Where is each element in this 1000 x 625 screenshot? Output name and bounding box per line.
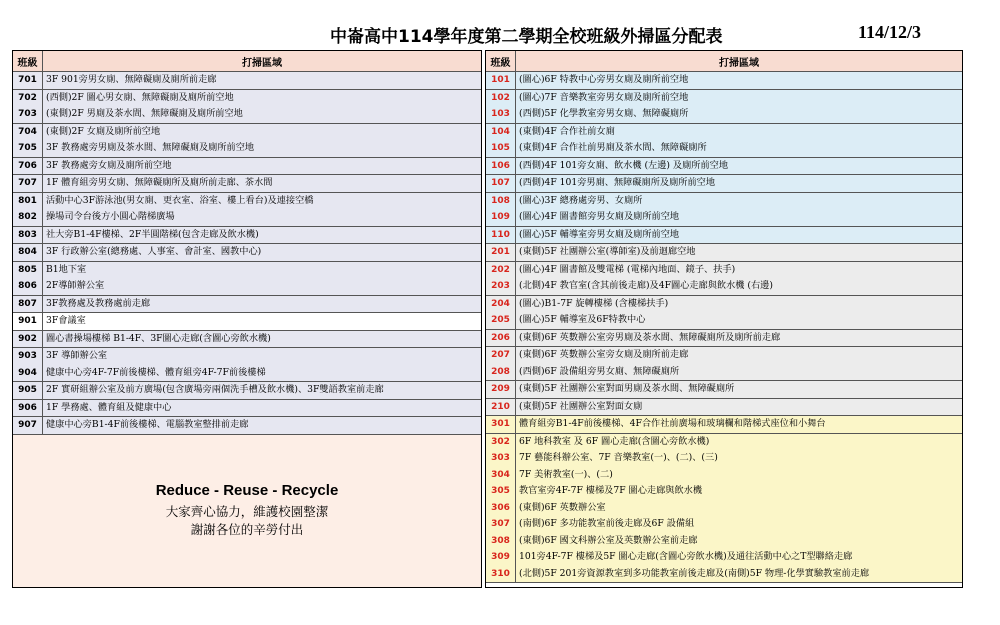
class-number: 305 [491,486,510,496]
area-column [43,90,481,123]
class-number-column [13,348,43,381]
class-group [13,193,481,227]
cleaning-area: 圖心書操場樓梯 B1-4F、3F圖心走廊(含圖心旁飲水機) [46,332,271,344]
cleaning-area: (西側)4F 101旁男廁、無障礙廁所及廁所前空地 [519,177,716,188]
class-number: 703 [18,109,37,119]
area-column [516,347,962,380]
class-group [13,417,481,435]
area-column [43,331,481,348]
area-column [43,262,481,295]
class-number: 309 [491,552,510,562]
class-number-column [486,296,516,329]
class-group [486,90,962,124]
left-table-header [13,51,481,72]
class-group [486,416,962,434]
cleaning-area: 3F 教務處旁男廁及茶水間、無障礙廁及廁所前空地 [46,142,255,153]
class-number-column [486,381,516,398]
class-number: 806 [18,281,37,291]
class-number: 206 [491,332,510,343]
cleaning-area: 3F 行政辦公室(總務處、人事室、會計室、國教中心) [46,246,262,257]
cleaning-area: 教官室旁4F-7F 樓梯及7F 圖心走廊與飲水機 [519,485,703,496]
class-number: 906 [18,402,37,413]
cleaning-area: (東側)6F 英數辦公室旁男廁及茶水間、無障礙廁所及廁所前走廊 [519,331,781,343]
cleaning-area: (圖心)4F 圖書館旁男女廁及廁所前空地 [519,211,680,222]
left-table [12,50,482,588]
class-number-column [13,90,43,123]
class-number-column [13,193,43,226]
class-number-column [486,434,516,583]
class-number: 109 [491,212,510,222]
class-number-column [13,124,43,157]
class-number: 907 [18,420,37,430]
class-number: 106 [491,160,510,171]
class-number: 205 [491,315,510,325]
cleaning-area: 3F 教務處旁女廁及廁所前空地 [46,159,172,171]
slogan-english: Reduce - Reuse - Recycle [155,482,339,499]
area-column [516,244,962,261]
class-number-column [13,417,43,434]
class-number-column [486,72,516,89]
cleaning-area: 2F導師辦公室 [46,280,105,291]
class-number: 901 [18,316,37,326]
cleaning-area: 活動中心3F游泳池(男女廁、更衣室、浴室、樓上看台)及連接空橋 [46,194,314,206]
area-column [516,399,962,416]
class-group [486,124,962,158]
area-column [43,400,481,417]
class-group [486,193,962,227]
class-number: 802 [18,212,37,222]
class-number: 210 [491,401,510,412]
area-column [516,262,962,295]
class-number-column [486,227,516,244]
cleaning-area: 操場司令台後方小圓心階梯廣場 [46,211,175,222]
class-number: 706 [18,160,37,171]
class-column-header: 班級 [13,51,43,71]
class-group [13,331,481,349]
class-group [486,72,962,90]
cleaning-area: 7F 藝能科辦公室、7F 音樂教室(一)、(二)、(三) [519,452,718,463]
class-number: 307 [491,519,510,529]
class-number-column [486,158,516,175]
area-column [43,244,481,261]
area-column [43,72,481,89]
class-number-column [486,124,516,157]
area-column [43,227,481,244]
class-number-column [486,399,516,416]
class-number: 203 [491,281,510,291]
class-column-header: 班級 [486,51,516,71]
cleaning-area: (東側)6F 國文科辦公室及英數辦公室前走廊 [519,534,698,546]
class-number-column [13,158,43,175]
cleaning-area: (圖心)3F 總務處旁男、女廁所 [519,194,643,206]
class-group [486,296,962,330]
area-column-header: 打掃區域 [242,57,282,69]
cleaning-area: (東側)6F 英數辦公室 [519,501,606,513]
right-table [485,50,963,588]
class-number: 705 [18,143,37,153]
class-number-column [13,262,43,295]
class-number: 707 [18,178,37,188]
class-number: 306 [491,502,510,513]
right-table-header [486,51,962,72]
cleaning-area: (東側)4F 合作社前女廁 [519,125,615,137]
area-column [43,158,481,175]
class-group [486,244,962,262]
class-number-column [486,262,516,295]
class-group [13,72,481,90]
area-column [516,158,962,175]
class-group [486,227,962,245]
class-group [13,158,481,176]
class-number: 308 [491,535,510,546]
class-number: 304 [491,469,510,480]
class-group [486,434,962,584]
class-number: 905 [18,385,37,395]
class-group [13,262,481,296]
class-group [13,313,481,331]
class-number: 701 [18,75,37,85]
class-number-column [13,72,43,89]
class-number-column [486,416,516,433]
class-number: 104 [491,126,510,137]
cleaning-area: 3F教務處及教務處前走廊 [46,297,151,309]
class-number: 105 [491,143,510,153]
class-number-column [13,382,43,399]
area-column [516,416,962,433]
cleaning-area: 6F 地科教室 及 6F 圖心走廊(含圖心旁飲水機) [519,435,710,447]
cleaning-area: (東側)5F 社團辦公室對面男廁及茶水間、無障礙廁所 [519,383,735,394]
area-column [516,124,962,157]
cleaning-area: (東側)5F 社團辦公室(導師室)及前迴廊空地 [519,246,696,257]
cleaning-area: (圖心)B1-7F 旋轉樓梯 (含樓梯扶手) [519,297,669,309]
cleaning-area: 101旁4F-7F 樓梯及5F 圖心走廊(含圖心旁飲水機)及通往活動中心之T型聯絡走廊 [519,551,853,562]
class-group [486,262,962,296]
cleaning-area: (圖心)7F 音樂教室旁男女廁及廁所前空地 [519,91,689,103]
cleaning-area: 3F 導師辦公室 [46,350,108,361]
cleaning-area: (北側)5F 201旁資源教室到多功能教室前後走廊及(南側)5F 物理-化學實驗教室前走廊 [519,567,870,579]
class-group [486,381,962,399]
cleaning-area: (西側)6F 設備組旁男女廁、無障礙廁所 [519,365,680,377]
class-group [13,227,481,245]
class-number: 904 [18,367,37,378]
cleaning-area: 社大旁B1-4F樓梯、2F半圓階梯(包含走廊及飲水機) [46,228,259,240]
area-column [516,296,962,329]
area-column [516,175,962,192]
class-number: 207 [491,350,510,360]
class-number: 302 [491,436,510,447]
class-group [486,399,962,417]
cleaning-area: (西側)2F 圖心男女廁、無障礙廁及廁所前空地 [46,91,234,103]
class-number: 903 [18,351,37,361]
class-number-column [13,296,43,313]
area-column [43,296,481,313]
class-number: 209 [491,384,510,394]
class-number: 804 [18,247,37,257]
class-number: 202 [491,264,510,275]
cleaning-area: 健康中心旁4F-7F前後樓梯、體育組旁4F-7F前後樓梯 [46,366,266,378]
area-column [516,434,962,583]
cleaning-area: 體育組旁B1-4F前後樓梯、4F合作社前廣場和玻璃欄和階梯式座位和小舞台 [519,418,826,429]
cleaning-area: (南側)6F 多功能教室前後走廊及6F 設備組 [519,518,695,529]
class-number: 110 [491,229,510,240]
page-title: 中崙高中114學年度第二學期全校班級外掃區分配表 [330,27,723,47]
class-group [486,347,962,381]
class-number: 103 [491,109,510,119]
class-number-column [486,330,516,347]
cleaning-area: 3F會議室 [46,315,86,326]
cleaning-area: 2F 實研組辦公室及前方廣場(包含廣場旁兩個洗手槽及飲水機)、3F雙語教室前走廊 [46,384,384,395]
class-group [486,175,962,193]
class-number: 801 [18,195,37,206]
class-number: 803 [18,229,37,240]
cleaning-area: (東側)4F 合作社前男廁及茶水間、無障礙廁所 [519,142,707,153]
class-group [13,175,481,193]
class-group [13,124,481,158]
area-column [516,227,962,244]
class-number-column [13,244,43,261]
area-column [516,193,962,226]
class-number-column [13,313,43,330]
class-number: 101 [491,75,510,85]
class-group [13,244,481,262]
class-number-column [486,244,516,261]
class-group [13,90,481,124]
class-number: 201 [491,247,510,257]
cleaning-area: (西側)4F 101旁女廁、飲水機 (左邊) 及廁所前空地 [519,159,729,171]
class-number-column [486,193,516,226]
area-column [43,313,481,330]
class-number-column [486,175,516,192]
cleaning-area: (東側)5F 社團辦公室對面女廁 [519,400,643,412]
slogan-chinese-line2: 謝謝各位的辛勞付出 [190,522,304,537]
cleaning-area: 3F 901旁男女廁、無障礙廁及廁所前走廊 [46,74,217,85]
area-column-header: 打掃區域 [719,57,759,69]
right-table-body [486,72,962,583]
class-group [486,330,962,348]
class-number: 805 [18,264,37,275]
cleaning-area: B1地下室 [46,263,87,275]
area-column [43,175,481,192]
area-column [43,193,481,226]
cleaning-area: 7F 美術教室(一)、(二) [519,468,613,480]
cleaning-area: (圖心)6F 特教中心旁男女廁及廁所前空地 [519,74,689,85]
class-number-column [13,331,43,348]
class-number: 301 [491,419,510,429]
class-number: 902 [18,333,37,344]
class-number-column [13,227,43,244]
class-number: 204 [491,298,510,309]
class-number: 704 [18,126,37,137]
cleaning-area: (東側)2F 男廁及茶水間、無障礙廁及廁所前空地 [46,108,243,119]
slogan-chinese-line1: 大家齊心協力，維護校園整潔 [165,504,329,519]
cleaning-area: 1F 學務處、體育組及健康中心 [46,401,172,413]
cleaning-area: 健康中心旁B1-4F前後樓梯、電腦教室整排前走廊 [46,419,249,430]
cleaning-area: (東側)2F 女廁及廁所前空地 [46,125,161,137]
area-column [43,417,481,434]
class-number: 303 [491,453,510,463]
cleaning-area: (北側)4F 教官室(含其前後走廊)及4F圖心走廊與飲水機 (右邊) [519,280,773,291]
class-group [13,400,481,418]
area-column [516,72,962,89]
cleaning-area: (圖心)4F 圖書館及雙電梯 (電梯內地面、鏡子、扶手) [519,263,736,275]
area-column [516,90,962,123]
class-number: 102 [491,92,510,103]
class-group [13,348,481,382]
class-number-column [486,347,516,380]
class-number-column [13,175,43,192]
area-column [516,330,962,347]
class-number: 208 [491,366,510,377]
class-group [486,158,962,176]
slogan-box [13,435,481,587]
area-column [516,381,962,398]
cleaning-area: (圖心)5F 輔導室及6F特教中心 [519,314,646,325]
class-number: 108 [491,195,510,206]
class-group [13,296,481,314]
cleaning-area: (圖心)5F 輔導室旁男女廁及廁所前空地 [519,228,680,240]
class-number: 310 [491,568,510,579]
class-number-column [486,90,516,123]
area-column [43,124,481,157]
cleaning-area: 1F 體育組旁男女廁、無障礙廁所及廁所前走廊、茶水間 [46,177,273,188]
cleaning-area: (西側)5F 化學教室旁男女廁、無障礙廁所 [519,108,689,119]
area-column [43,382,481,399]
class-number: 107 [491,178,510,188]
class-group [13,382,481,400]
cleaning-area: (東側)6F 英數辦公室旁女廁及廁所前走廊 [519,349,689,360]
class-number: 702 [18,92,37,103]
class-number: 807 [18,298,37,309]
area-column [43,348,481,381]
date-label: 114/12/3 [858,22,922,42]
left-table-body [13,72,481,435]
class-number-column [13,400,43,417]
